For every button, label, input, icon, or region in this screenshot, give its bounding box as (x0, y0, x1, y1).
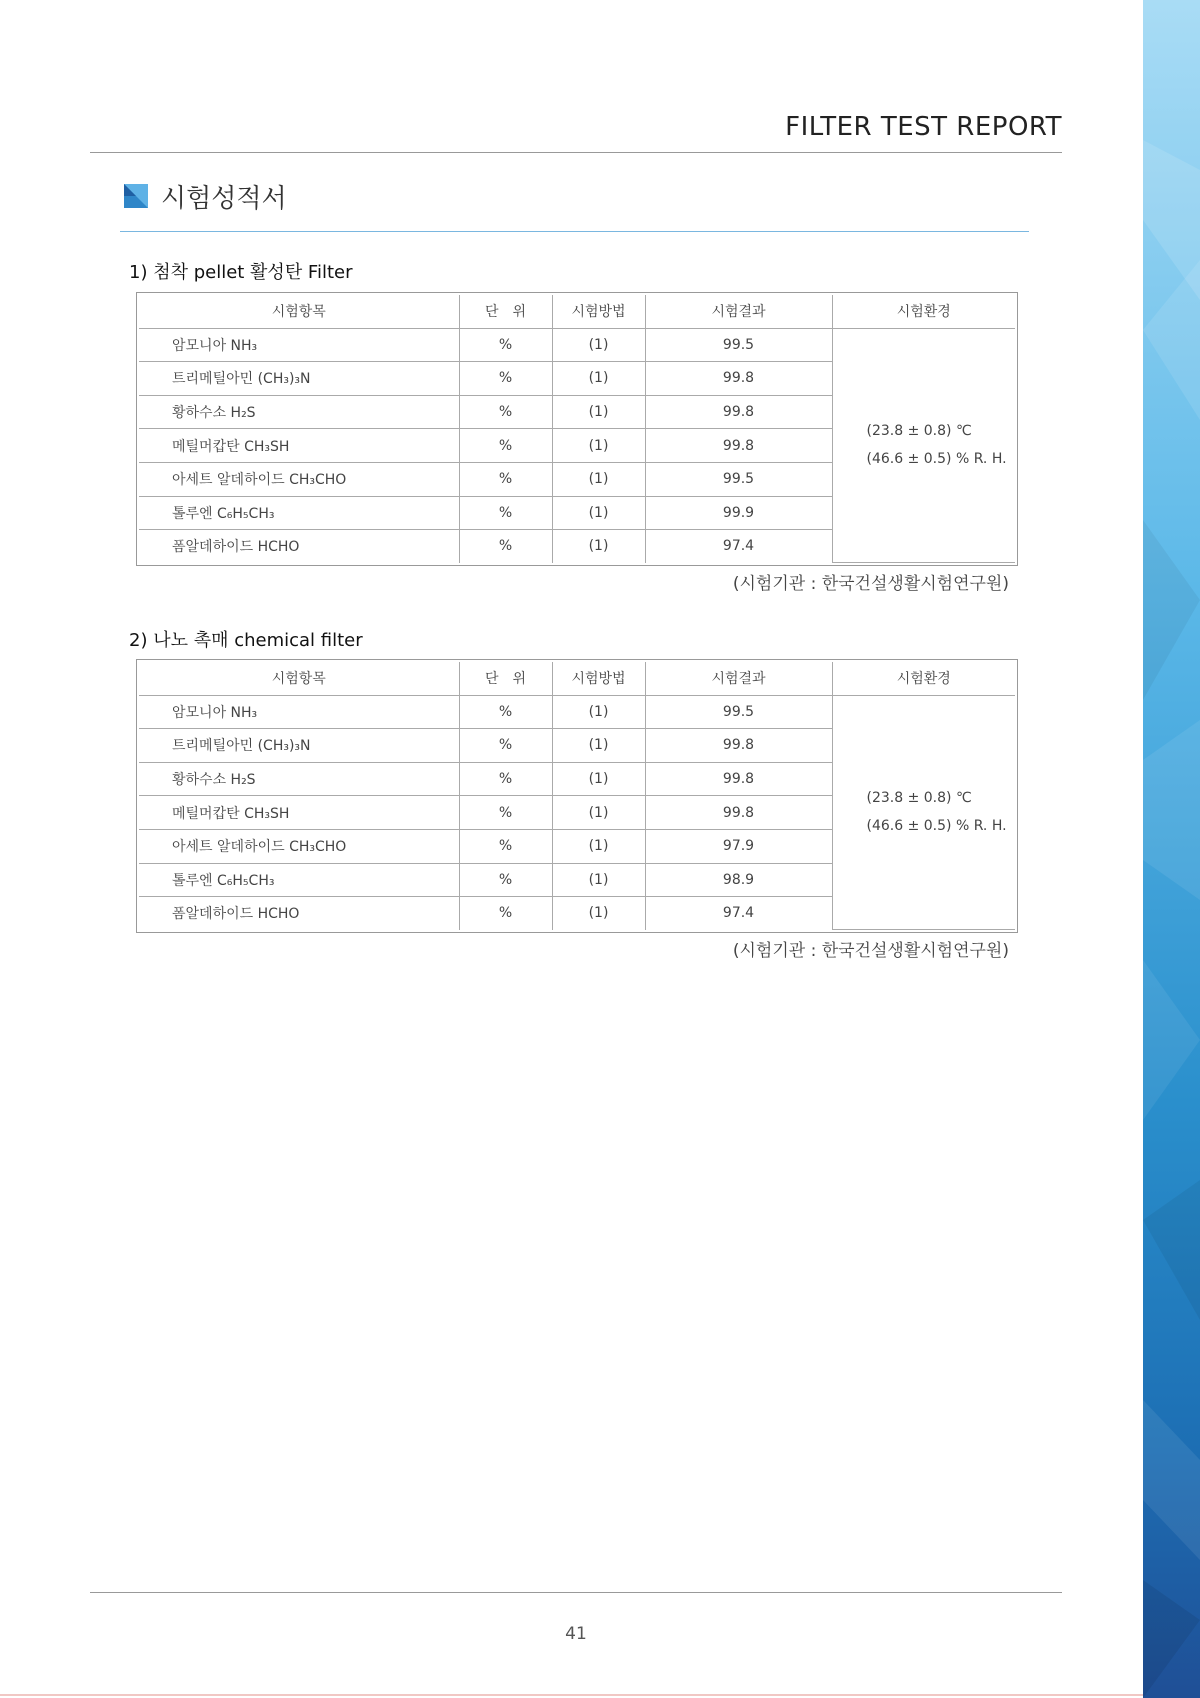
column-header-item: 시험항목 (139, 662, 459, 695)
column-header-environment: 시험환경 (832, 295, 1015, 328)
test-item-cell: 암모니아 NH₃ (139, 328, 459, 362)
section-title-pellet-filter: 1) 첨착 pellet 활성탄 Filter (129, 262, 353, 283)
unit-cell: % (459, 729, 552, 763)
test-item-cell: 트리메틸아민 (CH₃)₃N (139, 362, 459, 396)
unit-cell: % (459, 762, 552, 796)
result-cell: 99.9 (645, 496, 832, 530)
environment-cell (832, 695, 1015, 930)
column-header-method: 시험방법 (552, 662, 645, 695)
page-number: 41 (565, 1624, 587, 1644)
test-item-cell: 황하수소 H₂S (139, 395, 459, 429)
bottom-edge-line (0, 1694, 1143, 1696)
environment-temperature: (23.8 ± 0.8) ℃ (866, 423, 972, 440)
test-item-cell: 메틸머캅탄 CH₃SH (139, 796, 459, 830)
unit-cell: % (459, 395, 552, 429)
test-item-cell: 톨루엔 C₆H₅CH₃ (139, 863, 459, 897)
test-item-cell: 암모니아 NH₃ (139, 695, 459, 729)
footer-divider (90, 1592, 1062, 1593)
section-title-chemical-filter: 2) 나노 촉매 chemical filter (129, 630, 363, 651)
test-item-cell: 황하수소 H₂S (139, 762, 459, 796)
environment-humidity: (46.6 ± 0.5) % R. H. (866, 451, 1007, 468)
unit-cell: % (459, 328, 552, 362)
table-row (139, 695, 1015, 729)
table-header-row (139, 295, 1015, 328)
test-item-cell: 폼알데하이드 HCHO (139, 897, 459, 930)
test-item-cell: 아세트 알데하이드 CH₃CHO (139, 462, 459, 496)
method-cell: (1) (552, 695, 645, 729)
unit-cell: % (459, 462, 552, 496)
result-cell: 98.9 (645, 863, 832, 897)
method-cell: (1) (552, 395, 645, 429)
test-item-cell: 아세트 알데하이드 CH₃CHO (139, 829, 459, 863)
unit-cell: % (459, 362, 552, 396)
column-header-result: 시험결과 (645, 295, 832, 328)
method-cell: (1) (552, 829, 645, 863)
method-cell: (1) (552, 897, 645, 930)
column-header-method: 시험방법 (552, 295, 645, 328)
test-table-chemical-filter (136, 659, 1018, 933)
method-cell: (1) (552, 796, 645, 830)
test-institution-note: (시험기관 : 한국건설생활시험연구원) (732, 574, 1009, 594)
table-header-row (139, 662, 1015, 695)
test-table-pellet-filter (136, 292, 1018, 566)
unit-cell: % (459, 829, 552, 863)
result-cell: 99.5 (645, 462, 832, 496)
test-item-cell: 트리메틸아민 (CH₃)₃N (139, 729, 459, 763)
table-row (139, 328, 1015, 362)
method-cell: (1) (552, 863, 645, 897)
column-header-unit: 단 위 (459, 662, 552, 695)
heading-divider (120, 231, 1029, 232)
result-cell: 99.8 (645, 362, 832, 396)
environment-cell (832, 328, 1015, 563)
result-cell: 99.8 (645, 395, 832, 429)
method-cell: (1) (552, 530, 645, 563)
result-cell: 99.8 (645, 729, 832, 763)
result-cell: 97.4 (645, 897, 832, 930)
environment-temperature: (23.8 ± 0.8) ℃ (866, 790, 972, 807)
result-cell: 99.8 (645, 429, 832, 463)
result-cell: 99.8 (645, 796, 832, 830)
result-cell: 99.5 (645, 328, 832, 362)
method-cell: (1) (552, 762, 645, 796)
unit-cell: % (459, 796, 552, 830)
unit-cell: % (459, 897, 552, 930)
section-square-icon (124, 184, 148, 208)
unit-cell: % (459, 530, 552, 563)
method-cell: (1) (552, 328, 645, 362)
column-header-item: 시험항목 (139, 295, 459, 328)
unit-cell: % (459, 496, 552, 530)
test-item-cell: 톨루엔 C₆H₅CH₃ (139, 496, 459, 530)
environment-humidity: (46.6 ± 0.5) % R. H. (866, 818, 1007, 835)
method-cell: (1) (552, 462, 645, 496)
page-heading: 시험성적서 (161, 184, 287, 214)
method-cell: (1) (552, 429, 645, 463)
column-header-environment: 시험환경 (832, 662, 1015, 695)
method-cell: (1) (552, 362, 645, 396)
result-cell: 97.9 (645, 829, 832, 863)
header-divider (90, 152, 1062, 153)
unit-cell: % (459, 695, 552, 729)
test-item-cell: 메틸머캅탄 CH₃SH (139, 429, 459, 463)
decorative-side-band (1143, 0, 1200, 1698)
test-item-cell: 폼알데하이드 HCHO (139, 530, 459, 563)
method-cell: (1) (552, 496, 645, 530)
unit-cell: % (459, 429, 552, 463)
result-cell: 97.4 (645, 530, 832, 563)
result-cell: 99.5 (645, 695, 832, 729)
method-cell: (1) (552, 729, 645, 763)
column-header-unit: 단 위 (459, 295, 552, 328)
column-header-result: 시험결과 (645, 662, 832, 695)
report-title: FILTER TEST REPORT (785, 112, 1062, 142)
unit-cell: % (459, 863, 552, 897)
result-cell: 99.8 (645, 762, 832, 796)
test-institution-note: (시험기관 : 한국건설생활시험연구원) (732, 941, 1009, 961)
